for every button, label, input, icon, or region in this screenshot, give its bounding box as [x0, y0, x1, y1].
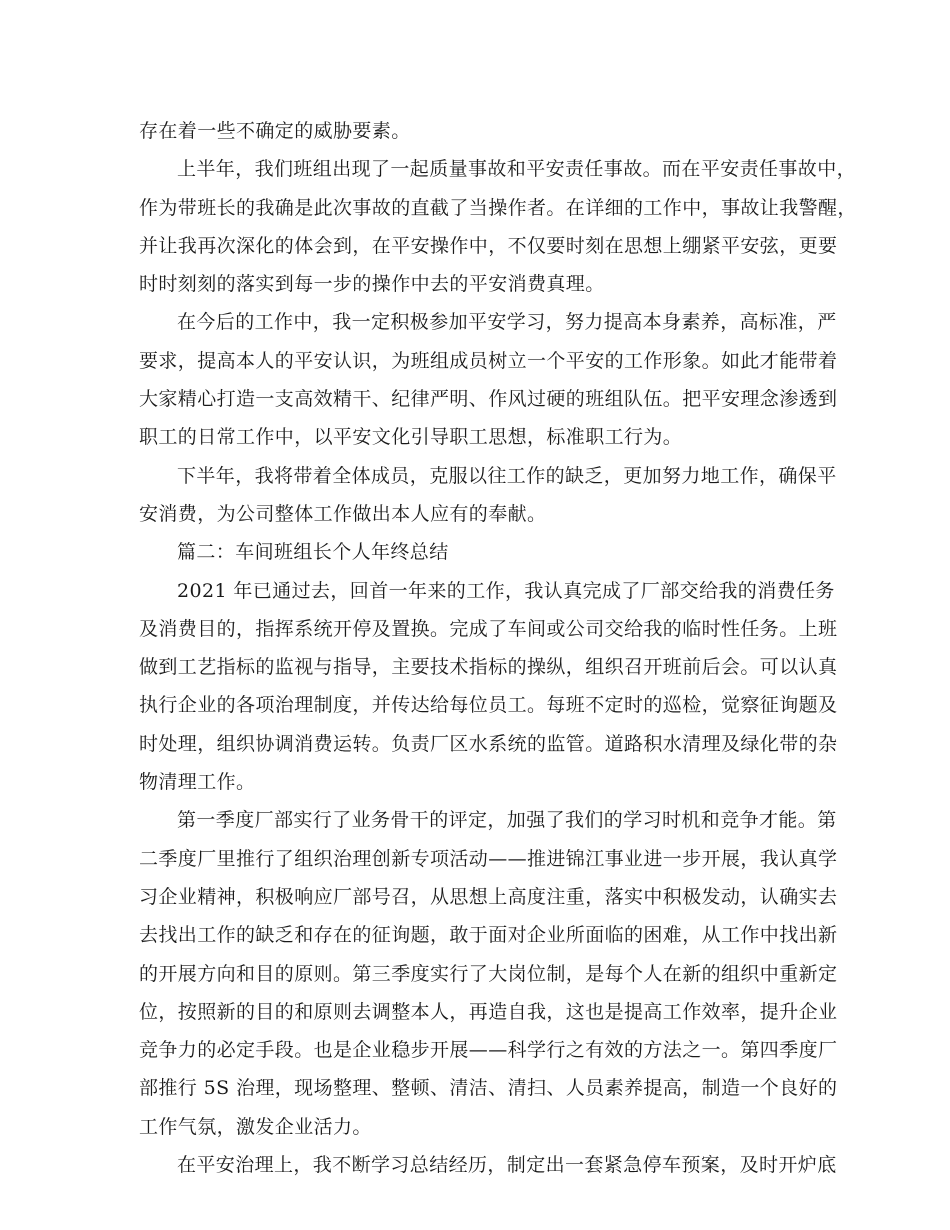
text-line: 工作气氛，激发企业活力。 [139, 1115, 372, 1138]
text-line: 上半年，我们班组出现了一起质量事故和平安责任事故。而在平安责任事故中， [177, 158, 857, 181]
text-line: 位，按照新的目的和原则去调整本人，再造自我，这也是提高工作效率，提升企业 [139, 1000, 838, 1023]
text-line: 部推行 5S 治理，现场整理、整顿、清洁、清扫、人员素养提高，制造一个良好的 [139, 1077, 838, 1100]
text-line: 在今后的工作中，我一定积极参加平安学习，努力提高本身素养，高标准，严 [177, 311, 837, 334]
text-line: 时处理，组织协调消费运转。负责厂区水系统的监管。道路积水清理及绿化带的杂 [139, 732, 838, 755]
text-line: 作为带班长的我确是此次事故的直截了当操作者。在详细的工作中，事故让我警醒， [139, 196, 857, 219]
text-line: 的开展方向和目的原则。第三季度实行了大岗位制，是每个人在新的组织中重新定 [139, 962, 838, 985]
text-line: 职工的日常工作中，以平安文化引导职工思想，标准职工行为。 [139, 426, 683, 449]
text-line: 二季度厂里推行了组织治理创新专项活动——推进锦江事业进一步开展，我认真学 [139, 847, 838, 870]
text-line: 安消费，为公司整体工作做出本人应有的奉献。 [139, 502, 547, 525]
text-line: 第一季度厂部实行了业务骨干的评定，加强了我们的学习时机和竞争才能。第 [177, 809, 837, 832]
document-body [139, 112, 857, 1184]
text-line: 执行企业的各项治理制度，并传达给每位员工。每班不定时的巡检，觉察征询题及 [139, 694, 838, 717]
text-line: 竞争力的必定手段。也是企业稳步开展——科学行之有效的方法之一。第四季度厂 [139, 1039, 838, 1062]
section-heading: 篇二：车间班组长个人年终总结 [177, 541, 449, 564]
text-line: 并让我再次深化的体会到，在平安操作中，不仅要时刻在思想上绷紧平安弦，更要 [139, 234, 838, 257]
text-line: 在平安治理上，我不断学习总结经历，制定出一套紧急停车预案，及时开炉底 [177, 1154, 837, 1177]
text-line: 下半年，我将带着全体成员，克服以往工作的缺乏，更加努力地工作，确保平 [177, 464, 837, 487]
text-line: 习企业精神，积极响应厂部号召，从思想上高度注重，落实中积极发动，认确实去 [139, 885, 838, 908]
text-line: 2021 年已通过去，回首一年来的工作，我认真完成了厂部交给我的消费任务 [177, 579, 835, 602]
text-line: 大家精心打造一支高效精干、纪律严明、作风过硬的班组队伍。把平安理念渗透到 [139, 388, 838, 411]
text-line: 去找出工作的缺乏和存在的征询题，敢于面对企业所面临的困难，从工作中找出新 [139, 924, 838, 947]
text-line: 要求，提高本人的平安认识，为班组成员树立一个平安的工作形象。如此才能带着 [139, 349, 838, 372]
text-line: 存在着一些不确定的威胁要素。 [139, 120, 411, 142]
text-line: 及消费目的，指挥系统开停及置换。完成了车间或公司交给我的临时性任务。上班 [139, 617, 838, 640]
text-line: 物清理工作。 [139, 771, 256, 794]
text-line: 做到工艺指标的监视与指导，主要技术指标的操纵，组织召开班前后会。可以认真 [139, 656, 838, 679]
text-line: 时时刻刻的落实到每一步的操作中去的平安消费真理。 [139, 273, 605, 296]
